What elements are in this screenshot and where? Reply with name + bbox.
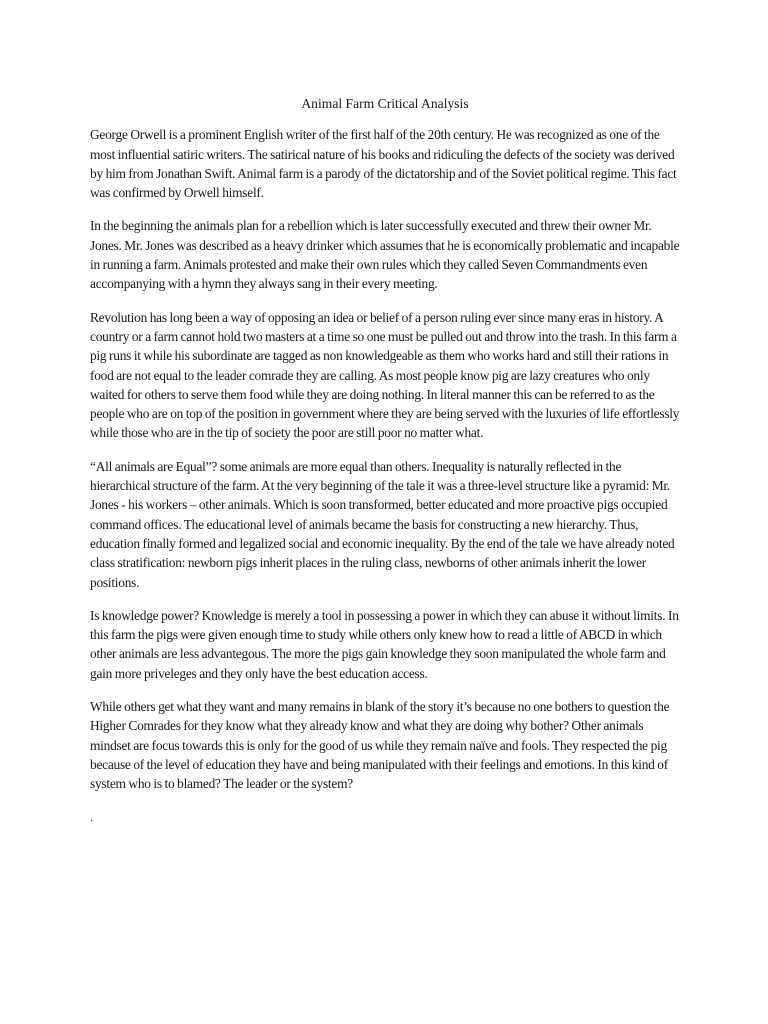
- paragraph-intro: George Orwell is a prominent English writer of the first half of the 20th century. He was recognized as one of the most influential satiric writers. The satirical nature of his books and ridiculing the defects of the society was derived by him from Jonathan Swift. Animal farm is a parody of the dictatorship and of the Soviet political regime. This fact was confirmed by Orwell himself.: [90, 127, 677, 201]
- document-title: Animal Farm Critical Analysis: [301, 96, 469, 111]
- paragraph-rebellion: In the beginning the animals plan for a rebellion which is later successfully executed and threw their owner Mr. Jones. Mr. Jones was described as a heavy drinker which assumes that he is economically problematic and incapable in running a farm. Animals protested and make their own rules which they called Seven Commandments even accompanying with a hymn they always sang in their every meeting.: [90, 218, 680, 292]
- document-body: [90, 94, 680, 827]
- paragraph-knowledge: Is knowledge power? Knowledge is merely a tool in possessing a power in which they can abuse it without limits. In this farm the pigs were given enough time to study while others only knew how to read a little of ABCD in which other animals are less advantegous. The more the pigs gain knowledge they soon manipulated the whole farm and gain more priveleges and they only have the best education access.: [90, 607, 679, 681]
- paragraph-revolution: Revolution has long been a way of opposing an idea or belief of a person ruling ever since many eras in history. A country or a farm cannot hold two masters at a time so one must be pulled out and throw into the trash. In this farm a pig runs it while his subordinate are tagged as non knowledgeable as them who works hard and still their rations in food are not equal to the leader comrade they are calling. As most people know pig are lazy creatures who only waited for others to serve them food while they are doing nothing. In literal manner this can be referred to as the people who are on top of the position in government where they are being served with the luxuries of life effortlessly while those who are in the tip of society the poor are still poor no matter what.: [90, 309, 680, 441]
- paragraph-conclusion: While others get what they want and many remains in blank of the story it’s because no one bothers to question the Higher Comrades for they know what they already know and what they are doing why bother? Other animals mindset are focus towards this is only for the good of us while they remain naïve and fools. They respected the pig because of the level of education they have and being manipulated with their feelings and emotions. In this kind of system who is to blamed? The leader or the system?: [90, 699, 670, 792]
- paragraph-inequality: “All animals are Equal”? some animals are more equal than others. Inequality is naturally reflected in the hierarchical structure of the farm. At the very beginning of the tale it was a three-level structure like a pyramid: Mr. Jones - his workers – other animals. Which is soon transformed, better educated and more proactive pigs occupied command offices. The educational level of animals became the basis for constructing a new hierarchy. Thus, education finally formed and legalized social and economic inequality. By the end of the tale we have already noted class stratification: newborn pigs inherit places in the ruling class, newborns of other animals inherit the lower positions.: [90, 458, 675, 590]
- end-mark: .: [90, 809, 93, 824]
